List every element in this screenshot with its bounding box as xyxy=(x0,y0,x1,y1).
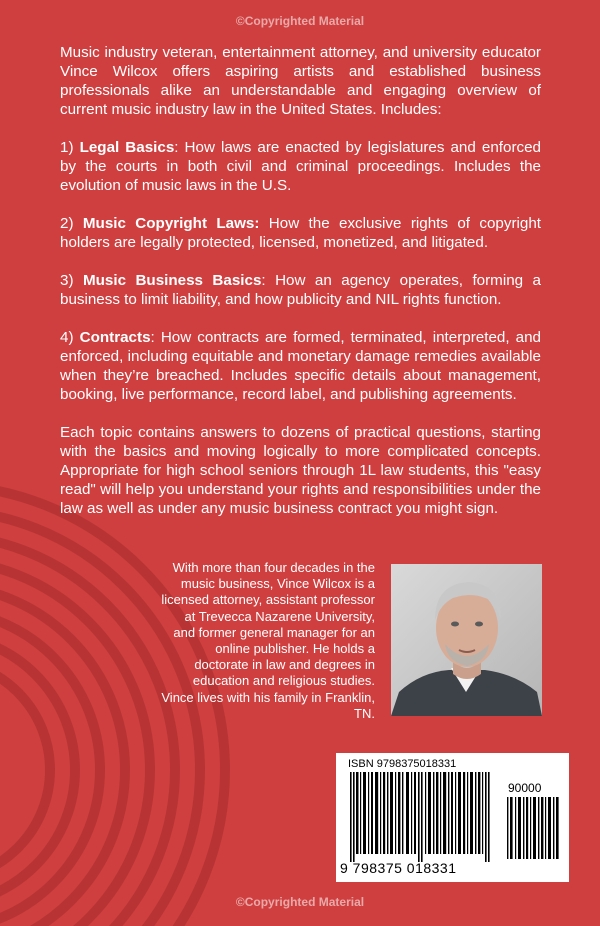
price-code: 90000 xyxy=(508,781,542,795)
ean13-barcode-bars xyxy=(348,772,498,862)
isbn-barcode xyxy=(336,753,569,882)
copyright-watermark-top: ©Copyrighted Material xyxy=(235,14,365,28)
author-photo xyxy=(391,564,542,716)
ean-digits: 9 798375 018331 xyxy=(340,860,457,876)
topic-contracts xyxy=(60,328,541,404)
topic-business-basics xyxy=(60,271,541,309)
topic-number: 4) xyxy=(60,329,74,346)
topic-heading: Legal Basics xyxy=(79,139,175,156)
topic-number: 2) xyxy=(60,215,74,232)
topic-number: 3) xyxy=(60,272,74,289)
topic-copyright-laws xyxy=(60,214,541,252)
topic-text: How the exclusive rights of copyright holders are legally protected, licensed, monetized, and litigated. xyxy=(60,215,541,251)
closing-paragraph: Each topic contains answers to dozens of practical questions, starting with the basics and moving logically to more complicated concepts. Appropriate for high school seniors through 1L law students, this "easy read" will help you understand your rights and responsibilities under the law as well as under any music business contract you might sign. xyxy=(60,424,541,517)
back-cover-description xyxy=(60,43,541,537)
topic-text: : How contracts are formed, terminated, interpreted, and enforced, including equitable and monetary damage remedies available when they’re breached. Includes specific details about management, booking, live performance, record label, and publishing agreements. xyxy=(60,329,541,403)
topic-heading: Contracts xyxy=(79,329,151,346)
topic-number: 1) xyxy=(60,139,74,156)
copyright-watermark-bottom: ©Copyrighted Material xyxy=(235,895,365,909)
topic-heading: Music Business Basics xyxy=(82,272,262,289)
topic-heading: Music Copyright Laws: xyxy=(82,215,260,232)
intro-paragraph: Music industry veteran, entertainment attorney, and university educator Vince Wilcox offers aspiring artists and established business professionals alike an understandable and engaging overview of current music industry law in the United States. Includes: xyxy=(60,44,541,118)
topic-text: : How laws are enacted by legislatures and enforced by the courts in both civil and criminal proceedings. Includes the evolution of music laws in the U.S. xyxy=(60,139,541,194)
addon-barcode-bars xyxy=(506,797,562,859)
topic-text: : How an agency operates, forming a business to limit liability, and how publicity and NIL rights function. xyxy=(60,272,541,308)
author-bio: With more than four decades in the music business, Vince Wilcox is a licensed attorney, assistant professor at Trevecca Nazarene University, and former general manager for an online publisher. He holds a doctorate in law and degrees in education and religious studies. Vince lives with his family in Franklin, TN. xyxy=(161,560,375,721)
isbn-label: ISBN 9798375018331 xyxy=(348,758,457,770)
topic-legal-basics xyxy=(60,138,541,195)
